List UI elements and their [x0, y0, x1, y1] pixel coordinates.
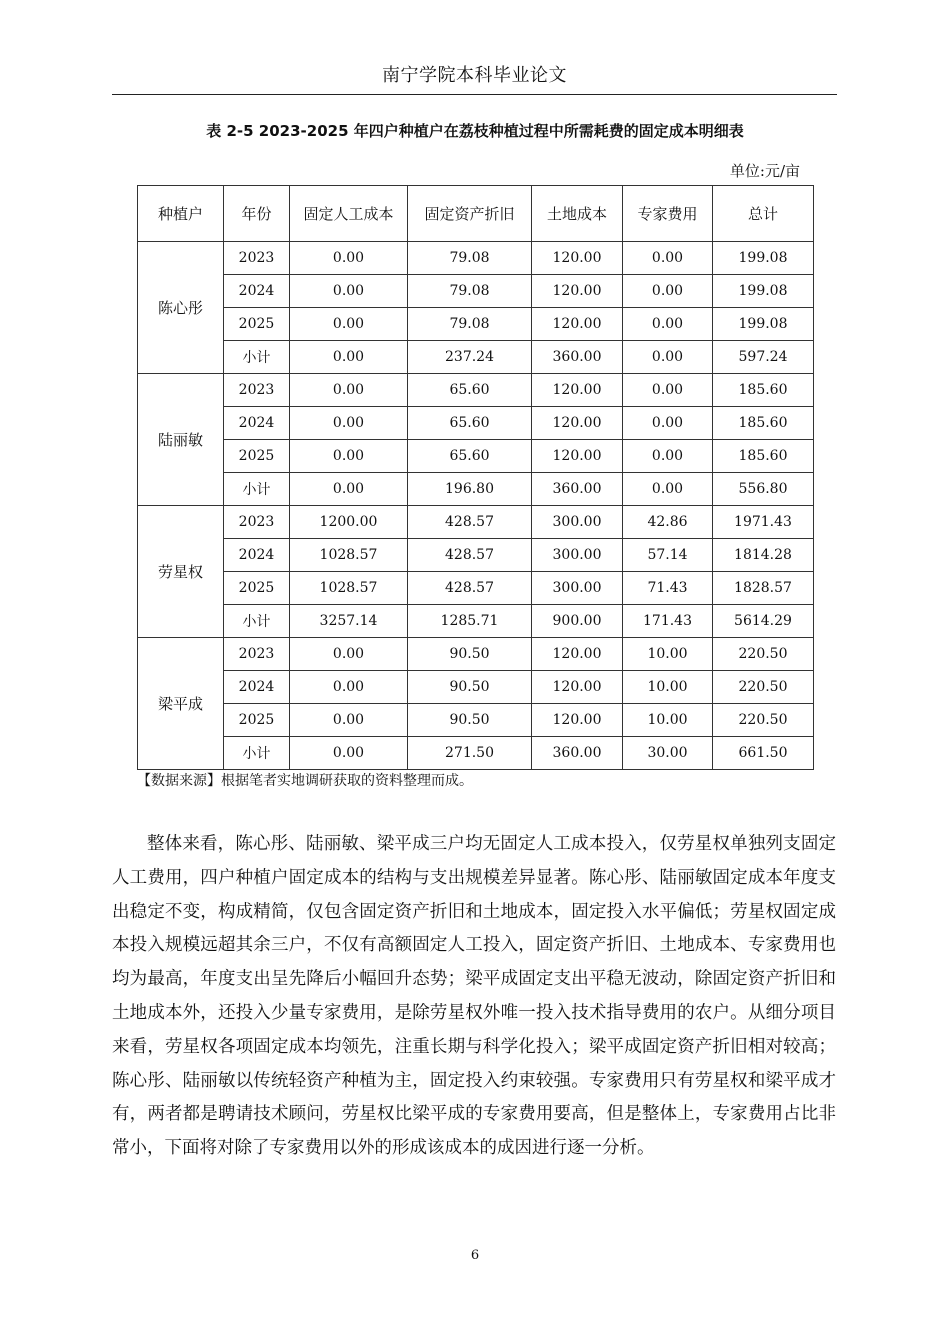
header-title: 南宁学院本科毕业论文: [382, 65, 567, 86]
table-cell: 5614.29: [713, 605, 814, 638]
table-cell: 271.50: [408, 737, 532, 770]
table-cell: 0.00: [623, 341, 713, 374]
grower-name-cell: 陆丽敏: [138, 374, 224, 506]
table-cell: 0.00: [290, 704, 408, 737]
table-cell: 185.60: [713, 407, 814, 440]
table-cell: 120.00: [532, 308, 623, 341]
table-cell: 2025: [224, 440, 290, 473]
table-cell: 428.57: [408, 572, 532, 605]
table-cell: 185.60: [713, 374, 814, 407]
table-row: [138, 506, 814, 539]
table-cell: 90.50: [408, 704, 532, 737]
table-cell: 1814.28: [713, 539, 814, 572]
data-source-note: 【数据来源】根据笔者实地调研获取的资料整理而成。: [137, 773, 473, 789]
table-row: [138, 407, 814, 440]
table-cell: 1971.43: [713, 506, 814, 539]
table-row: [138, 638, 814, 671]
table-cell: 0.00: [623, 440, 713, 473]
page-number: 6: [470, 1248, 480, 1263]
table-cell: 90.50: [408, 671, 532, 704]
table-cell: 2023: [224, 638, 290, 671]
table-row: [138, 440, 814, 473]
table-cell: 199.08: [713, 275, 814, 308]
column-header: 固定人工成本: [290, 186, 408, 242]
table-cell: 556.80: [713, 473, 814, 506]
table-cell: 120.00: [532, 671, 623, 704]
table-cell: 1028.57: [290, 572, 408, 605]
table-row: [138, 374, 814, 407]
table-cell: 300.00: [532, 539, 623, 572]
grower-name-cell: 梁平成: [138, 638, 224, 770]
table-row: [138, 308, 814, 341]
table-cell: 360.00: [532, 473, 623, 506]
table-cell: 0.00: [290, 671, 408, 704]
table-caption: 表 2-5 2023-2025 年四户种植户在荔枝种植过程中所需耗费的固定成本明细表: [206, 122, 744, 140]
table-cell: 0.00: [623, 473, 713, 506]
table-cell: 2024: [224, 275, 290, 308]
column-header: 种植户: [138, 186, 224, 242]
table-cell: 65.60: [408, 440, 532, 473]
table-cell: 2025: [224, 572, 290, 605]
table-row: [138, 539, 814, 572]
table-cell: 120.00: [532, 440, 623, 473]
table-unit: 单位:元/亩: [729, 162, 800, 180]
table-row: [138, 242, 814, 275]
table-cell: 900.00: [532, 605, 623, 638]
column-header: 固定资产折旧: [408, 186, 532, 242]
table-cell: 120.00: [532, 275, 623, 308]
table-cell: 小计: [224, 341, 290, 374]
table-cell: 0.00: [290, 638, 408, 671]
table-row: [138, 704, 814, 737]
table-cell: 2023: [224, 374, 290, 407]
table-cell: 10.00: [623, 704, 713, 737]
table-cell: 120.00: [532, 407, 623, 440]
table-header-row: [138, 186, 814, 242]
table-cell: 2024: [224, 539, 290, 572]
table-cell: 71.43: [623, 572, 713, 605]
table-cell: 120.00: [532, 374, 623, 407]
table-cell: 300.00: [532, 572, 623, 605]
table-cell: 0.00: [290, 275, 408, 308]
table-cell: 79.08: [408, 275, 532, 308]
table-cell: 0.00: [623, 374, 713, 407]
table-cell: 小计: [224, 605, 290, 638]
table-cell: 0.00: [290, 374, 408, 407]
table-row: [138, 737, 814, 770]
table-cell: 2024: [224, 671, 290, 704]
body-paragraph: 整体来看，陈心彤、陆丽敏、梁平成三户均无固定人工成本投入，仅劳星权单独列支固定人工费用，四户种植户固定成本的结构与支出规模差异显著。陈心彤、陆丽敏固定成本年度支出稳定不变，构成精简，仅包含固定资产折旧和土地成本，固定投入水平偏低；劳星权固定成本投入规模远超其余三户，不仅有高额固定人工投入，固定资产折旧、土地成本、专家费用也均为最高，年度支出呈先降后小幅回升态势；梁平成固定支出平稳无波动，除固定资产折旧和土地成本外，还投入少量专家费用，是除劳星权外唯一投入技术指导费用的农户。从细分项目来看，劳星权各项固定成本均领先，注重长期与科学化投入；梁平成固定资产折旧相对较高；陈心彤、陆丽敏以传统轻资产种植为主，固定投入约束较强。专家费用只有劳星权和梁平成才有，两者都是聘请技术顾问，劳星权比梁平成的专家费用要高，但是整体上，专家费用占比非常小，下面将对除了专家费用以外的形成该成本的成因进行逐一分析。: [112, 834, 836, 1159]
table-body: [138, 242, 814, 770]
table-cell: 2024: [224, 407, 290, 440]
table-cell: 0.00: [290, 407, 408, 440]
table-cell: 65.60: [408, 374, 532, 407]
table-cell: 300.00: [532, 506, 623, 539]
table-cell: 428.57: [408, 539, 532, 572]
table-row: [138, 671, 814, 704]
table-cell: 小计: [224, 737, 290, 770]
table-cell: 120.00: [532, 638, 623, 671]
table-cell: 57.14: [623, 539, 713, 572]
table-cell: 1200.00: [290, 506, 408, 539]
table-cell: 42.86: [623, 506, 713, 539]
table-cell: 3257.14: [290, 605, 408, 638]
table-cell: 597.24: [713, 341, 814, 374]
table-cell: 2023: [224, 242, 290, 275]
table-cell: 1028.57: [290, 539, 408, 572]
grower-name-cell: 陈心彤: [138, 242, 224, 374]
table-cell: 0.00: [623, 275, 713, 308]
table-cell: 1285.71: [408, 605, 532, 638]
table-cell: 90.50: [408, 638, 532, 671]
table-cell: 199.08: [713, 308, 814, 341]
column-header: 土地成本: [532, 186, 623, 242]
table-row: [138, 341, 814, 374]
table-cell: 30.00: [623, 737, 713, 770]
table-cell: 220.50: [713, 638, 814, 671]
table-row: [138, 605, 814, 638]
table-cell: 237.24: [408, 341, 532, 374]
fixed-cost-table: [137, 185, 814, 770]
table-row: [138, 473, 814, 506]
table-cell: 79.08: [408, 308, 532, 341]
column-header: 专家费用: [623, 186, 713, 242]
table-row: [138, 275, 814, 308]
table-cell: 360.00: [532, 737, 623, 770]
table-cell: 10.00: [623, 671, 713, 704]
table-cell: 2023: [224, 506, 290, 539]
table-cell: 220.50: [713, 704, 814, 737]
table-cell: 360.00: [532, 341, 623, 374]
table-cell: 2025: [224, 308, 290, 341]
column-header: 年份: [224, 186, 290, 242]
table-cell: 428.57: [408, 506, 532, 539]
grower-name-cell: 劳星权: [138, 506, 224, 638]
table-cell: 120.00: [532, 242, 623, 275]
table-cell: 79.08: [408, 242, 532, 275]
table-cell: 0.00: [290, 308, 408, 341]
column-header: 总计: [713, 186, 814, 242]
table-cell: 0.00: [623, 242, 713, 275]
table-cell: 185.60: [713, 440, 814, 473]
table-cell: 1828.57: [713, 572, 814, 605]
table-cell: 0.00: [290, 737, 408, 770]
table-cell: 0.00: [290, 473, 408, 506]
table-cell: 196.80: [408, 473, 532, 506]
table-cell: 0.00: [290, 440, 408, 473]
table-row: [138, 572, 814, 605]
table-cell: 小计: [224, 473, 290, 506]
table-cell: 65.60: [408, 407, 532, 440]
table-cell: 10.00: [623, 638, 713, 671]
table-cell: 120.00: [532, 704, 623, 737]
table-cell: 0.00: [290, 242, 408, 275]
table-cell: 199.08: [713, 242, 814, 275]
table-cell: 661.50: [713, 737, 814, 770]
table-cell: 0.00: [623, 407, 713, 440]
table-cell: 2025: [224, 704, 290, 737]
table-cell: 0.00: [290, 341, 408, 374]
page-header: [112, 60, 837, 95]
table-cell: 220.50: [713, 671, 814, 704]
table-cell: 171.43: [623, 605, 713, 638]
table-cell: 0.00: [623, 308, 713, 341]
